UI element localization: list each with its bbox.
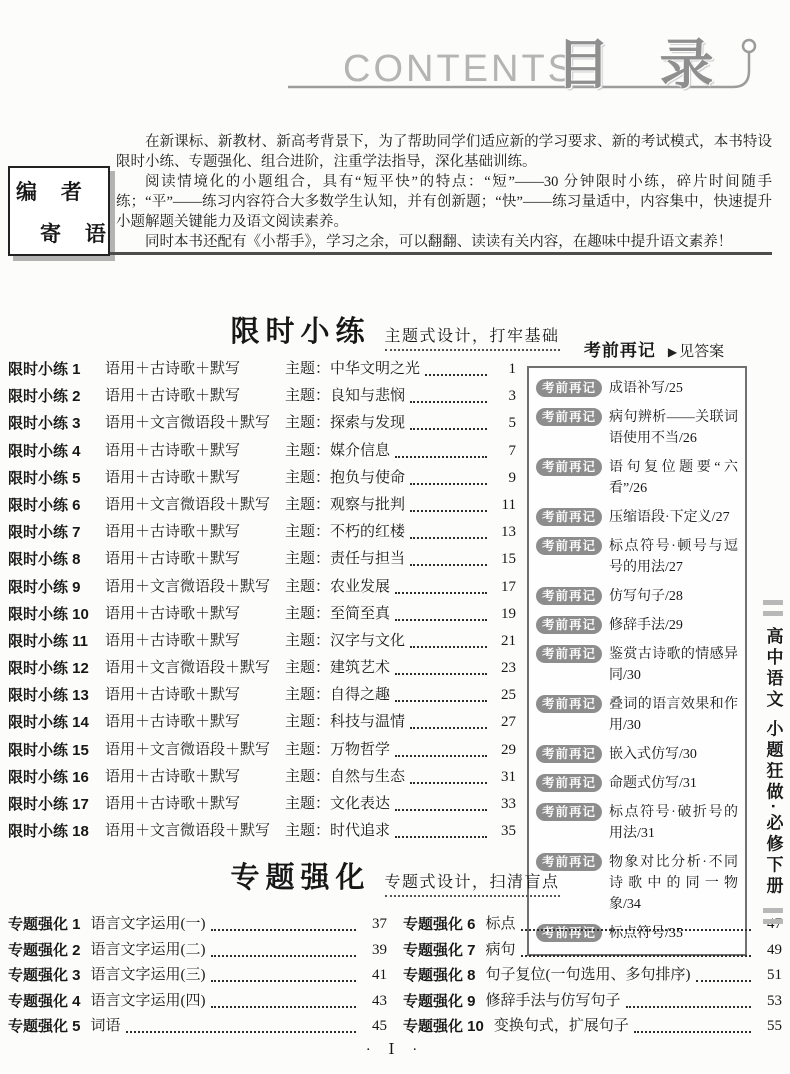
- dot-leader: [410, 764, 487, 784]
- practice-type-label: 语用＋古诗歌＋默写: [105, 768, 241, 785]
- pre-exam-badge: 考前再记: [536, 803, 602, 821]
- practice-number-label: 限时小练 2: [8, 388, 81, 406]
- pre-exam-note-item: [536, 378, 738, 399]
- spine-decoration-top: [763, 600, 783, 616]
- pre-exam-note-item: [536, 644, 738, 686]
- practice-topic-label: 主题：中华文明之光: [285, 361, 421, 377]
- dot-leader: [395, 574, 487, 594]
- topic-number-label: 专题强化 3: [8, 967, 81, 985]
- practice-type-label: 语用＋古诗歌＋默写: [105, 361, 241, 377]
- toc-row: [8, 519, 516, 546]
- practice-topic-label: 主题：文化表达: [285, 796, 391, 812]
- pre-exam-badge: 考前再记: [536, 924, 602, 942]
- flourish-circle-icon: [743, 40, 755, 52]
- page-number-value: 55: [767, 1018, 782, 1035]
- dot-leader: [626, 989, 751, 1008]
- practice-number-label: 限时小练 1: [8, 361, 81, 378]
- dot-leader: [425, 356, 487, 376]
- topic-number-label: 专题强化 9: [403, 992, 476, 1010]
- page-number-value: 53: [767, 992, 782, 1009]
- page-number-value: 27: [501, 714, 516, 731]
- page-number-value: 39: [372, 941, 387, 958]
- topic-number-label: 专题强化 6: [403, 916, 476, 933]
- practice-type-label: 语用＋古诗歌＋默写: [105, 796, 241, 812]
- practice-number-label: 限时小练 13: [8, 687, 89, 705]
- contents-chinese-title: 目 录: [556, 35, 732, 95]
- contents-english-title: CONTENTS: [343, 48, 576, 90]
- toc-row: [8, 764, 516, 791]
- toc-row: [8, 791, 516, 818]
- pre-exam-badge: 考前再记: [536, 645, 602, 663]
- pre-exam-badge: 考前再记: [536, 774, 602, 792]
- special-topic-list-right: [403, 912, 782, 1040]
- spine-decoration-bottom: [763, 908, 783, 924]
- page-number-value: 29: [501, 741, 516, 758]
- toc-row: [8, 492, 516, 519]
- pre-exam-badge: 考前再记: [536, 458, 602, 476]
- topic-number-label: 专题强化 10: [403, 1018, 484, 1036]
- toc-row: [8, 1014, 387, 1040]
- page-number-value: 37: [372, 916, 387, 932]
- topic-number-label: 专题强化 8: [403, 967, 476, 985]
- page-number-value: 3: [508, 388, 516, 405]
- topic-name-label: 句子复位(一句选用、多句排序): [485, 967, 691, 984]
- pre-exam-note-text: 成语补写/25: [609, 381, 683, 396]
- dot-leader: [410, 519, 487, 539]
- toc-row: [8, 818, 516, 845]
- toc-row: [8, 601, 516, 628]
- practice-number-label: 限时小练 9: [8, 578, 81, 596]
- pre-exam-note-item: [536, 744, 738, 765]
- toc-row: [8, 383, 516, 410]
- timed-practice-title: 限时小练: [230, 316, 371, 348]
- page-number-value: 41: [372, 967, 387, 984]
- practice-topic-label: 主题：自然与生态: [285, 768, 406, 785]
- page-number-value: 19: [501, 605, 516, 622]
- toc-row: [8, 938, 387, 964]
- practice-number-label: 限时小练 18: [8, 823, 89, 841]
- topic-name-label: 语言文字运用(二): [90, 941, 206, 958]
- practice-number-label: 限时小练 16: [8, 768, 89, 786]
- pre-exam-badge: 考前再记: [536, 537, 602, 555]
- toc-row: [8, 963, 387, 989]
- dot-leader: [410, 628, 487, 648]
- practice-number-label: 限时小练 14: [8, 714, 89, 732]
- dot-leader: [211, 963, 356, 982]
- toc-row: [8, 989, 387, 1015]
- page-number-value: 13: [501, 524, 516, 541]
- topic-number-label: 专题强化 2: [8, 941, 81, 959]
- pre-exam-note-item: [536, 457, 738, 499]
- dot-leader: [410, 410, 487, 430]
- practice-number-label: 限时小练 5: [8, 469, 81, 487]
- practice-type-label: 语用＋古诗歌＋默写: [105, 551, 241, 568]
- dot-leader: [410, 546, 487, 566]
- practice-topic-label: 主题：媒介信息: [285, 442, 391, 459]
- topic-number-label: 专题强化 5: [8, 1018, 81, 1036]
- topic-name-label: 标点: [485, 916, 516, 932]
- pre-exam-note-text: 标点符号·顿号与逗号的用法/27: [609, 539, 738, 575]
- pre-exam-note-item: [536, 407, 738, 449]
- pre-exam-notes-header: [527, 336, 747, 361]
- dot-leader: [696, 963, 751, 982]
- topic-name-label: 词语: [90, 1018, 121, 1035]
- page-number-value: 47: [767, 916, 782, 932]
- dot-leader: [395, 682, 487, 702]
- toc-row: [8, 912, 387, 938]
- editor-paragraph-3: 同时本书还配有《小帮手》，学习之余，可以翻翻、读读有关内容，在趣味中提升语文素养！: [145, 234, 733, 250]
- pre-exam-note-text: 病句辨析——关联词语使用不当/26: [609, 410, 738, 446]
- pre-exam-note-text: 叠词的语言效果和作用/30: [609, 697, 738, 733]
- pre-exam-note-item: [536, 802, 738, 844]
- page-number-value: 25: [501, 687, 516, 704]
- toc-row: [403, 912, 782, 938]
- practice-type-label: 语用＋古诗歌＋默写: [105, 524, 241, 541]
- practice-type-label: 语用＋古诗歌＋默写: [105, 632, 241, 649]
- practice-type-label: 语用＋文言微语段＋默写: [105, 496, 271, 513]
- practice-topic-label: 主题：抱负与使命: [285, 469, 406, 486]
- practice-topic-label: 主题：至简至真: [285, 605, 391, 622]
- page-number-value: 49: [767, 941, 782, 958]
- page-number-value: 45: [372, 1018, 387, 1035]
- dot-leader: [410, 383, 487, 403]
- dot-leader: [395, 791, 487, 811]
- practice-topic-label: 主题：不朽的红楼: [285, 524, 406, 541]
- editor-paragraph-1: 在新课标、新教材、新高考背景下，为了帮助同学们适应新的学习要求、新的考试模式，本书特设限时小练、专题强化、组合进阶，注重学法指导，深化基础训练。: [116, 134, 772, 170]
- toc-row: [8, 546, 516, 573]
- practice-type-label: 语用＋古诗歌＋默写: [105, 469, 241, 486]
- toc-row: [403, 963, 782, 989]
- practice-topic-label: 主题：责任与担当: [285, 551, 406, 568]
- practice-topic-label: 主题：万物哲学: [285, 741, 391, 758]
- spine-title: 高中语文 小题狂做·必修下册: [763, 627, 783, 898]
- editor-paragraph-2: 阅读情境化的小题组合，具有“短平快”的特点：“短”——30 分钟限时小练，碎片时间随手练；“平”——练习内容符合大多数学生认知，并有创新题；“快”——练习量适中，内容集中，快速提升小题解题关键能力及语文阅读素养。: [116, 174, 772, 230]
- editor-note-divider: [110, 252, 772, 255]
- special-topic-list-left: [8, 912, 387, 1040]
- practice-topic-label: 主题：探索与发现: [285, 415, 406, 432]
- pre-exam-badge: 考前再记: [536, 587, 602, 605]
- editor-note-box: [8, 166, 115, 256]
- special-topic-subtitle: 专题式设计，扫清盲点: [385, 869, 560, 897]
- pre-exam-note-item: [536, 507, 738, 528]
- dot-leader: [521, 938, 751, 957]
- pre-exam-note-text: 物象对比分析·不同诗歌中的同一物象/34: [609, 855, 738, 912]
- pre-exam-badge: 考前再记: [536, 508, 602, 526]
- dot-leader: [211, 938, 356, 957]
- dot-leader: [395, 438, 487, 458]
- page-number: · Ⅰ ·: [365, 1042, 425, 1058]
- topic-name-label: 病句: [485, 941, 516, 958]
- practice-type-label: 语用＋文言微语段＋默写: [105, 415, 271, 432]
- triangle-right-icon: ▶: [667, 345, 678, 359]
- book-spine-label: [757, 597, 789, 927]
- topic-number-label: 专题强化 4: [8, 992, 81, 1010]
- pre-exam-note-text: 语句复位题要“六看”/26: [609, 460, 738, 496]
- practice-type-label: 语用＋古诗歌＋默写: [105, 605, 241, 622]
- pre-exam-note-text: 命题式仿写/31: [609, 776, 697, 791]
- practice-number-label: 限时小练 3: [8, 415, 81, 433]
- timed-practice-subtitle: 主题式设计，打牢基础: [385, 323, 560, 351]
- page-number-value: 17: [501, 578, 516, 595]
- special-topic-lists: [8, 912, 782, 1040]
- special-topic-title: 专题强化: [230, 862, 371, 894]
- special-topic-section-header: [0, 855, 790, 897]
- topic-name-label: 语言文字运用(三): [90, 967, 206, 984]
- pre-exam-note-item: [536, 773, 738, 794]
- practice-number-label: 限时小练 17: [8, 796, 89, 813]
- toc-row: [8, 737, 516, 764]
- dot-leader: [395, 818, 487, 838]
- dot-leader: [395, 601, 487, 621]
- toc-row: [8, 356, 516, 383]
- practice-type-label: 语用＋文言微语段＋默写: [105, 741, 271, 758]
- practice-type-label: 语用＋古诗歌＋默写: [105, 388, 241, 405]
- practice-topic-label: 主题：观察与批判: [285, 496, 406, 513]
- dot-leader: [634, 1014, 751, 1033]
- pre-exam-badge: 考前再记: [536, 408, 602, 426]
- practice-type-label: 语用＋古诗歌＋默写: [105, 687, 241, 704]
- dot-leader: [395, 737, 487, 757]
- pre-exam-notes-title: 考前再记: [583, 341, 656, 360]
- practice-number-label: 限时小练 10: [8, 605, 89, 623]
- practice-type-label: 语用＋古诗歌＋默写: [105, 442, 241, 459]
- see-answers-label: [668, 340, 724, 361]
- page-number-value: 43: [372, 992, 387, 1009]
- topic-name-label: 变换句式，扩展句子: [493, 1018, 629, 1035]
- dot-leader: [211, 912, 356, 931]
- pre-exam-note-text: 仿写句子/28: [609, 589, 683, 604]
- practice-topic-label: 主题：建筑艺术: [285, 660, 391, 677]
- dot-leader: [410, 465, 487, 485]
- toc-row: [8, 682, 516, 709]
- practice-number-label: 限时小练 4: [8, 442, 81, 460]
- dot-leader: [395, 655, 487, 675]
- dot-leader: [521, 912, 751, 931]
- dot-leader: [410, 492, 487, 512]
- toc-row: [8, 410, 516, 437]
- page-number-value: 35: [501, 823, 516, 840]
- page-number-value: 11: [501, 496, 516, 513]
- toc-row: [403, 938, 782, 964]
- pre-exam-note-item: [536, 536, 738, 578]
- practice-number-label: 限时小练 12: [8, 660, 89, 678]
- practice-number-label: 限时小练 6: [8, 496, 81, 514]
- practice-topic-label: 主题：时代追求: [285, 823, 391, 840]
- page-number-value: 51: [767, 967, 782, 984]
- pre-exam-badge: 考前再记: [536, 616, 602, 634]
- editor-box-label-line2: 寄 语: [40, 223, 115, 246]
- topic-name-label: 语言文字运用(一): [90, 916, 206, 932]
- practice-topic-label: 主题：农业发展: [285, 578, 391, 595]
- topic-number-label: 专题强化 1: [8, 916, 81, 933]
- topic-name-label: 语言文字运用(四): [90, 992, 206, 1009]
- pre-exam-badge: 考前再记: [536, 695, 602, 713]
- practice-topic-label: 主题：汉字与文化: [285, 632, 406, 649]
- pre-exam-note-text: 标点符号/35: [609, 926, 683, 941]
- toc-row: [8, 438, 516, 465]
- pre-exam-note-text: 标点符号·破折号的用法/31: [609, 805, 738, 841]
- pre-exam-note-item: [536, 694, 738, 736]
- pre-exam-note-text: 修辞手法/29: [609, 618, 683, 633]
- practice-number-label: 限时小练 8: [8, 551, 81, 569]
- toc-row: [8, 655, 516, 682]
- page-number-value: 21: [501, 632, 516, 649]
- page-number-value: 31: [501, 768, 516, 785]
- toc-row: [8, 709, 516, 736]
- pre-exam-badge: 考前再记: [536, 853, 602, 871]
- pre-exam-note-text: 嵌入式仿写/30: [609, 747, 697, 762]
- page-number-value: 5: [508, 415, 516, 432]
- toc-row: [8, 574, 516, 601]
- see-answers-text: 见答案: [679, 344, 725, 360]
- dot-leader: [126, 1014, 356, 1033]
- pre-exam-note-text: 鉴赏古诗歌的情感异同/30: [609, 647, 738, 683]
- pre-exam-note-text: 压缩语段·下定义/27: [609, 510, 730, 525]
- page-number-value: 9: [508, 469, 516, 486]
- topic-name-label: 修辞手法与仿写句子: [485, 992, 621, 1009]
- practice-type-label: 语用＋古诗歌＋默写: [105, 714, 241, 731]
- editor-box-label-line1: 编 者: [16, 181, 91, 204]
- toc-row: [8, 465, 516, 492]
- pre-exam-badge: 考前再记: [536, 745, 602, 763]
- practice-number-label: 限时小练 15: [8, 741, 89, 759]
- toc-row: [403, 1014, 782, 1040]
- practice-type-label: 语用＋文言微语段＋默写: [105, 578, 271, 595]
- page-number-value: 15: [501, 551, 516, 568]
- dot-leader: [410, 709, 487, 729]
- practice-topic-label: 主题：科技与温情: [285, 714, 406, 731]
- dot-leader: [211, 989, 356, 1008]
- practice-type-label: 语用＋文言微语段＋默写: [105, 660, 271, 677]
- pre-exam-note-item: [536, 586, 738, 607]
- page-number-value: 23: [501, 660, 516, 677]
- timed-practice-list: [8, 356, 516, 845]
- toc-row: [403, 989, 782, 1015]
- practice-number-label: 限时小练 7: [8, 524, 81, 542]
- page-number-value: 7: [508, 442, 516, 459]
- practice-topic-label: 主题：良知与悲悯: [285, 388, 406, 405]
- practice-topic-label: 主题：自得之趣: [285, 687, 391, 704]
- pre-exam-note-item: [536, 615, 738, 636]
- pre-exam-badge: 考前再记: [536, 379, 602, 397]
- page-number-value: 1: [508, 361, 516, 377]
- topic-number-label: 专题强化 7: [403, 941, 476, 959]
- toc-row: [8, 628, 516, 655]
- editor-note-text: [116, 132, 772, 252]
- practice-type-label: 语用＋文言微语段＋默写: [105, 823, 271, 840]
- page-number-value: 33: [501, 796, 516, 812]
- practice-number-label: 限时小练 11: [8, 632, 89, 650]
